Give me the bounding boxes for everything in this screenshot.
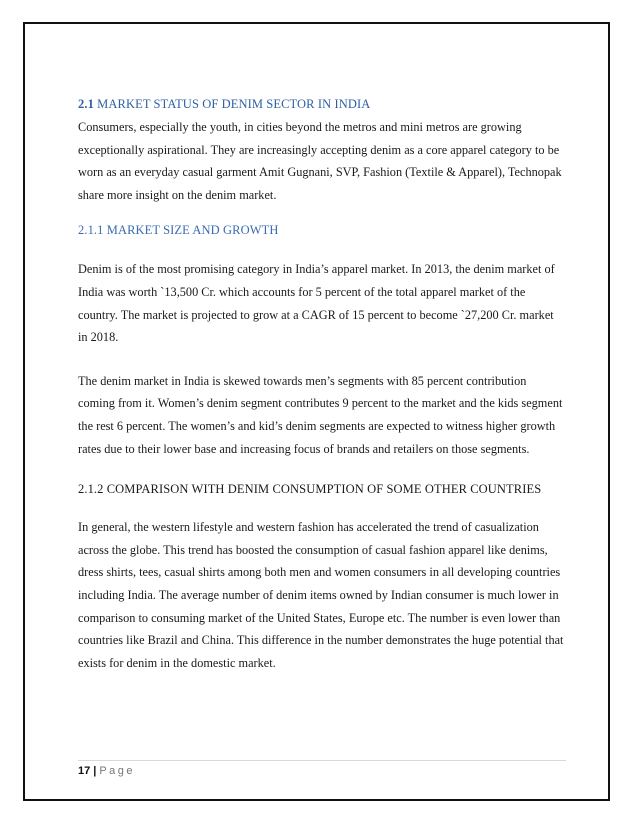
subsection-heading-comparison: 2.1.2 COMPARISON WITH DENIM CONSUMPTION OF SOME OTHER COUNTRIES [78, 482, 542, 497]
footer-separator: | [93, 765, 97, 777]
section-title: MARKET STATUS OF DENIM SECTOR IN INDIA [97, 97, 371, 111]
market-size-paragraph: Denim is of the most promising category in India’s apparel market. In 2013, the denim market of India was worth `13,500 Cr. which accounts for 5 percent of the total apparel market of the country. The market is projected to grow at a CAGR of 15 percent to become `27,200 Cr. market in 2018. [78, 262, 555, 345]
section-number: 2.1 [78, 97, 94, 111]
document-body [78, 94, 566, 674]
section-heading [78, 94, 566, 114]
comparison-paragraph: In general, the western lifestyle and western fashion has accelerated the trend of casualization across the globe. This trend has boosted the consumption of casual fashion apparel like denims, dress shirts, tees, casual shirts among both men and women consumers in all developing countries including India. The average number of denim items owned by Indian consumer is much lower in comparison to consuming market of the United States, Europe etc. The number is even lower than countries like Brazil and China. This difference in the number demonstrates the huge potential that exists for denim in the domestic market. [78, 520, 564, 670]
page-number: 17 [78, 765, 91, 777]
footer-divider [78, 760, 566, 761]
page-label: Page [99, 765, 136, 777]
intro-paragraph: Consumers, especially the youth, in cities beyond the metros and mini metros are growing exceptionally aspirational. They are increasingly accepting denim as a core apparel category to be worn as an everyday casual garment Amit Gugnani, SVP, Fashion (Textile & Apparel), Technopak share more insight on the denim market. [78, 120, 562, 202]
page-footer [78, 765, 135, 777]
subsection-heading-market-size: 2.1.1 MARKET SIZE AND GROWTH [78, 223, 279, 238]
segments-paragraph: The denim market in India is skewed towards men’s segments with 85 percent contribution coming from it. Women’s denim segment contributes 9 percent to the market and the kids segment the rest 6 percent. The women’s and kid’s denim segments are expected to witness higher growth rates due to their lower base and increasing focus of brands and retailers on those segments. [78, 373, 563, 456]
